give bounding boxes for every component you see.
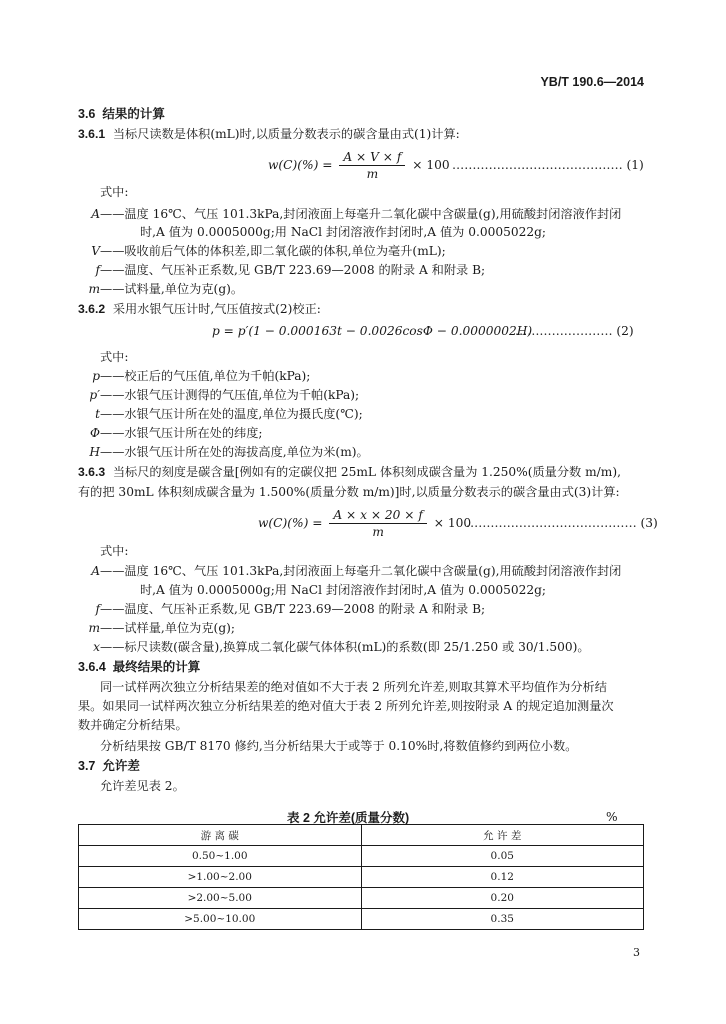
paragraph-line: 允许差见表 2。 [100,779,185,793]
variable-A-def-cont: 时,A 值为 0.0005000g;用 NaCl 封闭溶液作封闭时,A 值为 0.0005022g; [140,225,547,239]
variable-V-def [64,243,446,259]
table-cell: 0.20 [361,888,644,909]
section-number: 3.6.4 [78,660,106,674]
table-row [79,867,644,888]
section-title: 允许差 [102,759,140,773]
section-3-6-3-text [78,464,621,480]
variable-desc: ——水银气压计测得的气压值,单位为千帕(kPa); [100,388,360,402]
section-title: 最终结果的计算 [112,660,201,674]
variable-desc: ——温度 16℃、气压 101.3kPa,封闭液面上每毫升二氧化碳中含碳量(g),用硫酸封闭溶液作封闭 [100,207,622,221]
section-3-6-4-heading [78,659,200,675]
section-number: 3.6.1 [78,127,106,141]
tolerance-table [78,824,644,930]
variable-A-def [64,563,621,579]
equation-fraction [329,508,427,539]
table-cell: >2.00~5.00 [79,888,362,909]
variable-symbol: H [89,445,100,459]
table-header-row [79,825,644,846]
variable-m-def [64,620,235,636]
table-row [79,846,644,867]
section-number: 3.6.3 [78,465,106,479]
equation-2 [212,324,532,338]
variable-desc: ——标尺读数(碳含量),换算成二氧化碳气体体积(mL)的系数(即 25/1.250 或 30/1.500)。 [100,640,590,654]
table-cell: 0.05 [361,846,644,867]
variable-symbol: x [93,640,100,654]
variable-desc: ——校正后的气压值,单位为千帕(kPa); [100,369,311,383]
equation-3-leader [466,516,658,530]
variable-A-def-cont: 时,A 值为 0.0005000g;用 NaCl 封闭溶液作封闭时,A 值为 0.0005022g; [140,583,547,597]
table-header-cell: 允 许 差 [361,825,644,846]
equation-1 [268,150,450,181]
equation-numerator: A × x × 20 × f [329,508,427,524]
variable-p-prime-def [64,387,359,403]
variable-symbol: A [91,207,100,221]
table-header-cell: 游 离 碳 [79,825,362,846]
section-3-6-heading [78,106,165,122]
table-row [79,909,644,930]
variable-f-def [64,262,485,278]
section-title: 结果的计算 [102,107,165,121]
table-unit: % [606,810,618,824]
page-number: 3 [633,946,640,959]
equation-tail: × 100 [412,158,450,172]
variable-desc: ——水银气压计所在处的温度,单位为摄氏度(℃); [100,407,363,421]
equation-denominator: m [366,167,379,181]
where-label: 式中: [100,185,129,199]
section-3-6-3-text-cont: 有的把 30mL 体积刻成碳含量为 1.500%(质量分数 m/m)]时,以质量分数表示的碳含量由式(3)计算: [78,485,620,499]
variable-symbol: f [95,263,100,277]
equation-number: (2) [616,324,634,338]
variable-desc: ——试样量,单位为克(g); [100,621,235,635]
variable-symbol: Φ [90,426,100,440]
equation-3 [258,508,471,539]
variable-symbol: p′ [89,388,100,402]
variable-desc: ——水银气压计所在处的纬度; [100,426,263,440]
variable-symbol: m [88,621,100,635]
table-caption: 表 2 允许差(质量分数) [287,811,410,825]
paragraph-text: 当标尺读数是体积(mL)时,以质量分数表示的碳含量由式(1)计算: [112,127,460,141]
table-cell: 0.12 [361,867,644,888]
variable-p-def [64,368,310,384]
table-cell: 0.50~1.00 [79,846,362,867]
table-cell: >1.00~2.00 [79,867,362,888]
variable-symbol: t [95,407,100,421]
section-number: 3.6.2 [78,302,106,316]
variable-x-def [64,639,590,655]
variable-symbol: V [91,244,100,258]
equation-tail: × 100 [433,516,472,530]
paragraph-line: 分析结果按 GB/T 8170 修约,当分析结果大于或等于 0.10%时,将数值修约到两位小数。 [100,739,578,753]
equation-expression: p = p′(1 − 0.000163t − 0.0026cosΦ − 0.0000002H) [212,324,533,338]
variable-desc: ——吸收前后气体的体积差,即二氧化碳的体积,单位为毫升(mL); [100,244,446,258]
table-row [79,888,644,909]
paragraph-line: 果。如果同一试样两次独立分析结果差的绝对值大于表 2 所列允许差,则按附录 A 的规定追加测量次 [78,699,614,713]
variable-symbol: p [92,369,100,383]
paragraph-line: 数并确定分析结果。 [78,718,188,732]
paragraph-text: 当标尺的刻度是碳含量[例如有的定碳仪把 25mL 体积刻成碳含量为 1.250%(质量分数 m/m), [112,465,621,479]
equation-number: (1) [626,158,644,172]
variable-desc: ——温度、气压补正系数,见 GB/T 223.69—2008 的附录 A 和附录 B; [100,263,486,277]
leader-dots: …………………… [515,324,613,338]
where-label: 式中: [100,350,129,364]
standard-number: YB/T 190.6—2014 [540,75,644,89]
variable-desc: ——水银气压计所在处的海拔高度,单位为米(m)。 [100,445,369,459]
variable-symbol: m [88,282,100,296]
variable-t-def [64,406,363,422]
equation-1-leader [452,158,644,172]
equation-lhs: w(C)(%) = [258,516,323,530]
section-3-6-1-text [78,126,460,142]
variable-f-def [64,601,485,617]
table-cell: >5.00~10.00 [79,909,362,930]
variable-symbol: f [95,602,100,616]
equation-denominator: m [372,525,384,539]
section-number: 3.7 [78,759,96,773]
paragraph-text: 采用水银气压计时,气压值按式(2)校正: [112,302,321,316]
variable-desc: ——温度 16℃、气压 101.3kPa,封闭液面上每毫升二氧化碳中含碳量(g),用硫酸封闭溶液作封闭 [100,564,622,578]
variable-m-def [64,281,243,297]
variable-phi-def [64,425,263,441]
leader-dots: …………………………………… [466,516,637,530]
section-3-6-2-text [78,301,321,317]
table-cell: 0.35 [361,909,644,930]
where-label: 式中: [100,544,129,558]
variable-symbol: A [91,564,100,578]
equation-fraction [339,150,405,181]
paragraph-line: 同一试样两次独立分析结果差的绝对值如不大于表 2 所列允许差,则取其算术平均值作为分析结 [100,680,607,694]
variable-H-def [64,444,369,460]
section-3-7-heading [78,758,140,774]
leader-dots: …………………………………… [452,158,623,172]
equation-numerator: A × V × f [339,150,405,166]
variable-desc: ——温度、气压补正系数,见 GB/T 223.69—2008 的附录 A 和附录 B; [100,602,486,616]
variable-desc: ——试料量,单位为克(g)。 [100,282,244,296]
equation-number: (3) [640,516,658,530]
section-number: 3.6 [78,107,96,121]
variable-A-def [64,206,621,222]
equation-lhs: w(C)(%) = [268,158,333,172]
equation-2-leader [515,324,634,338]
